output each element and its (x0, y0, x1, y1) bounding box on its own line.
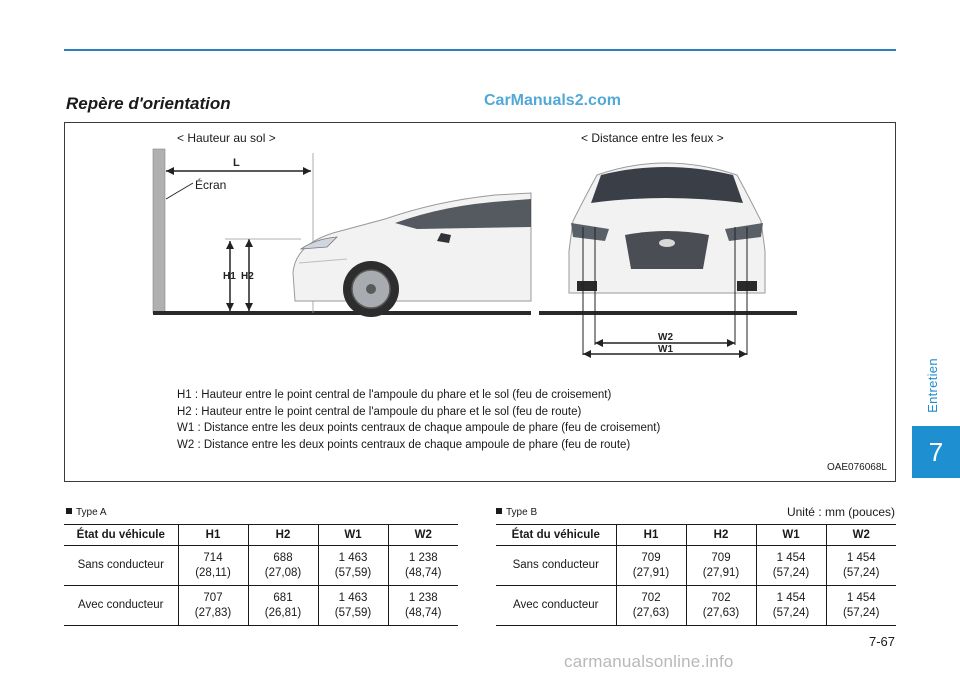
row-state: Avec conducteur (64, 586, 178, 626)
header-w1: W1 (756, 525, 826, 546)
table-row (64, 546, 458, 586)
car-front-view (539, 163, 797, 315)
page-heading: Repère d'orientation (66, 94, 231, 113)
caption-ground-height: < Hauteur au sol > (177, 131, 276, 145)
label-L: L (233, 157, 240, 169)
cell-h1: 702 (27,63) (616, 586, 686, 626)
row-state: Avec conducteur (496, 586, 616, 626)
legend-W2: W2 : Distance entre les deux points centraux de chaque ampoule de phare (feu de route) (177, 438, 631, 451)
section-side-label: Entretien (924, 357, 940, 413)
watermark-bottom: carmanualsonline.info (564, 652, 734, 671)
cell-w1: 1 454 (57,24) (756, 586, 826, 626)
cell-h2: 702 (27,63) (686, 586, 756, 626)
cell-w2: 1 238 (48,74) (388, 586, 458, 626)
cell-h2: 709 (27,91) (686, 546, 756, 586)
row-state: Sans conducteur (496, 546, 616, 586)
bullet-square-icon (496, 508, 502, 514)
arrow-W1-right (739, 350, 747, 358)
arrow-L-right (303, 167, 311, 175)
table-row (64, 586, 458, 626)
label-H1: H1 (223, 271, 236, 282)
legend-H1: H1 : Hauteur entre le point central de l'ampoule du phare et le sol (feu de croisement) (177, 389, 612, 401)
ground-line-front (539, 311, 797, 315)
arrow-H1-top (226, 241, 234, 249)
arrow-H2-bottom (245, 303, 253, 311)
arrow-H1-bottom (226, 303, 234, 311)
header-h1: H1 (616, 525, 686, 546)
cell-h2: 688 (27,08) (248, 546, 318, 586)
cell-w1: 1 463 (57,59) (318, 586, 388, 626)
table-type-a (64, 524, 458, 626)
legend-H2: H2 : Hauteur entre le point central de l'ampoule du phare et le sol (feu de route) (177, 405, 582, 418)
type-a-label: Type A (66, 507, 107, 518)
cell-w1: 1 463 (57,59) (318, 546, 388, 586)
label-W2: W2 (658, 332, 673, 343)
arrow-W2-right (727, 339, 735, 347)
row-state: Sans conducteur (64, 546, 178, 586)
arrow-W1-left (583, 350, 591, 358)
label-W1: W1 (658, 344, 673, 355)
arrow-H2-top (245, 239, 253, 247)
header-w2: W2 (388, 525, 458, 546)
orientation-figure (64, 122, 896, 482)
legend-W1: W1 : Distance entre les deux points centraux de chaque ampoule de phare (feu de croisement) (177, 422, 661, 434)
cell-w2: 1 238 (48,74) (388, 546, 458, 586)
cell-h1: 707 (27,83) (178, 586, 248, 626)
header-h2: H2 (686, 525, 756, 546)
type-b-label: Type B (496, 507, 537, 518)
screen-leader (166, 183, 193, 199)
header-w1: W1 (318, 525, 388, 546)
page-number: 7-67 (868, 634, 895, 649)
header-w2: W2 (826, 525, 896, 546)
chapter-tab: 7 (912, 426, 960, 478)
bullet-square-icon (66, 508, 72, 514)
cell-w2: 1 454 (57,24) (826, 586, 896, 626)
table-row (496, 586, 896, 626)
cell-w1: 1 454 (57,24) (756, 546, 826, 586)
header-state: État du véhicule (64, 525, 178, 546)
label-H2: H2 (241, 271, 254, 282)
figure-code: OAE076068L (826, 462, 887, 473)
arrow-L-left (166, 167, 174, 175)
table-header-row (64, 525, 458, 546)
unit-note: Unité : mm (pouces) (786, 505, 895, 519)
arrow-W2-left (595, 339, 603, 347)
table-header-row (496, 525, 896, 546)
car-side-view (293, 193, 531, 317)
top-rule (64, 49, 896, 51)
screen-wall (153, 149, 165, 313)
figure-legend (177, 387, 660, 453)
cell-h1: 709 (27,91) (616, 546, 686, 586)
caption-light-distance: < Distance entre les feux > (581, 131, 724, 145)
ground-line-side (153, 311, 531, 315)
watermark-top: CarManuals2.com (484, 92, 621, 109)
table-type-b (496, 524, 896, 626)
cell-h1: 714 (28,11) (178, 546, 248, 586)
table-row (496, 546, 896, 586)
cell-h2: 681 (26,81) (248, 586, 318, 626)
header-state: État du véhicule (496, 525, 616, 546)
header-h2: H2 (248, 525, 318, 546)
cell-w2: 1 454 (57,24) (826, 546, 896, 586)
header-h1: H1 (178, 525, 248, 546)
label-screen: Écran (195, 178, 227, 192)
orientation-illustration (65, 123, 895, 381)
